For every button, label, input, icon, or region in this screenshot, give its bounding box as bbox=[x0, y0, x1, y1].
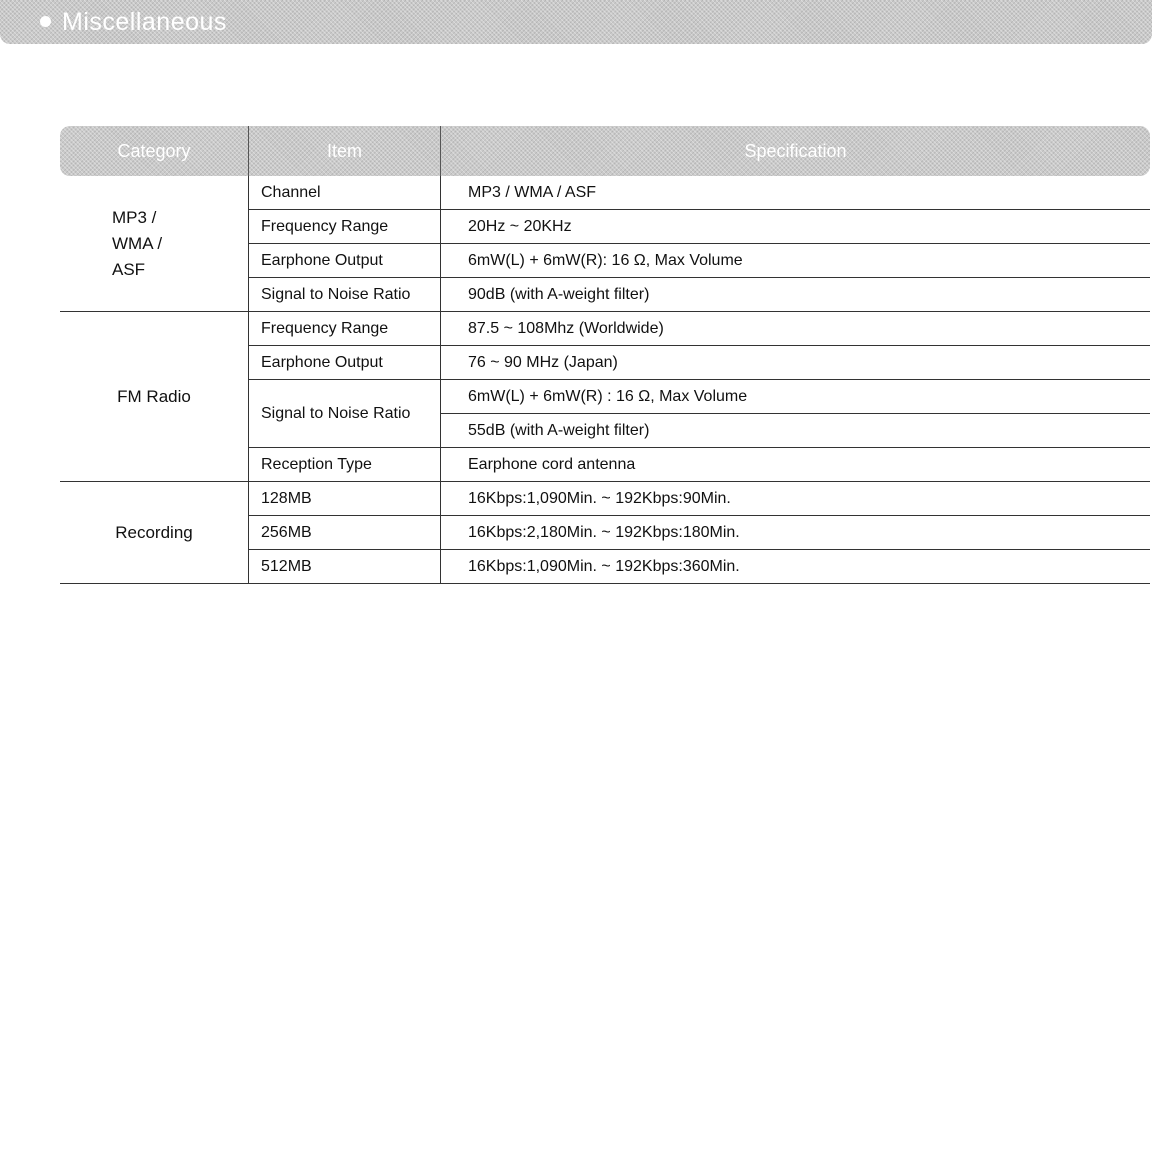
header-specification: Specification bbox=[744, 141, 847, 161]
spec-stack bbox=[440, 346, 1150, 379]
spec-stack bbox=[440, 380, 1150, 447]
category-group bbox=[60, 482, 1150, 584]
spec-stack bbox=[440, 210, 1150, 243]
spec-cell: 87.5 ~ 108Mhz (Worldwide) bbox=[468, 320, 664, 337]
table-row bbox=[249, 346, 1150, 380]
table-row bbox=[249, 516, 1150, 550]
table-row bbox=[249, 448, 1150, 481]
table-row bbox=[249, 210, 1150, 244]
category-cell: FM Radio bbox=[117, 386, 191, 406]
spec-stack bbox=[440, 278, 1150, 311]
bullet-icon bbox=[40, 16, 51, 27]
spec-cell: 55dB (with A-weight filter) bbox=[440, 413, 1150, 447]
spec-cell: 16Kbps:1,090Min. ~ 192Kbps:90Min. bbox=[468, 490, 731, 507]
table-body bbox=[60, 176, 1150, 584]
spec-stack bbox=[440, 176, 1150, 209]
table-row bbox=[249, 482, 1150, 516]
item-cell: 512MB bbox=[261, 557, 312, 575]
spec-stack bbox=[440, 516, 1150, 549]
spec-cell: 76 ~ 90 MHz (Japan) bbox=[468, 354, 618, 371]
spec-cell: 6mW(L) + 6mW(R): 16 Ω, Max Volume bbox=[468, 252, 743, 269]
section-title: Miscellaneous bbox=[62, 8, 227, 36]
spec-cell: 16Kbps:1,090Min. ~ 192Kbps:360Min. bbox=[468, 558, 740, 575]
spec-stack bbox=[440, 448, 1150, 481]
item-cell: Frequency Range bbox=[261, 319, 389, 337]
section-banner bbox=[0, 0, 1152, 44]
item-cell: Earphone Output bbox=[261, 353, 383, 371]
header-item: Item bbox=[326, 141, 362, 161]
item-cell: Signal to Noise Ratio bbox=[261, 285, 411, 303]
category-cell: Recording bbox=[115, 522, 193, 542]
spec-stack bbox=[440, 482, 1150, 515]
category-group bbox=[60, 176, 1150, 312]
table-row bbox=[249, 550, 1150, 583]
item-cell: 256MB bbox=[261, 523, 312, 541]
spec-table bbox=[60, 126, 1150, 584]
table-row bbox=[249, 176, 1150, 210]
spec-stack bbox=[440, 244, 1150, 277]
item-cell: 128MB bbox=[261, 489, 312, 507]
item-cell: Earphone Output bbox=[261, 251, 383, 269]
item-cell: Signal to Noise Ratio bbox=[261, 404, 411, 422]
table-header bbox=[60, 126, 1150, 176]
item-cell: Frequency Range bbox=[261, 217, 389, 235]
spec-cell: Earphone cord antenna bbox=[468, 456, 636, 473]
spec-cell: 20Hz ~ 20KHz bbox=[468, 218, 572, 235]
spec-stack bbox=[440, 550, 1150, 583]
spec-cell: 16Kbps:2,180Min. ~ 192Kbps:180Min. bbox=[468, 524, 740, 541]
table-row bbox=[249, 312, 1150, 346]
item-cell: Channel bbox=[261, 183, 321, 201]
item-cell: Reception Type bbox=[261, 455, 372, 473]
header-category: Category bbox=[117, 141, 191, 161]
spec-cell: MP3 / WMA / ASF bbox=[468, 184, 597, 201]
spec-stack bbox=[440, 312, 1150, 345]
table-row bbox=[249, 278, 1150, 311]
table-row bbox=[249, 380, 1150, 448]
category-cell: MP3 / WMA / ASF bbox=[112, 207, 163, 279]
spec-cell: 90dB (with A-weight filter) bbox=[468, 286, 650, 303]
table-row bbox=[249, 244, 1150, 278]
spec-cell: 6mW(L) + 6mW(R) : 16 Ω, Max Volume bbox=[468, 388, 748, 405]
category-group bbox=[60, 312, 1150, 482]
